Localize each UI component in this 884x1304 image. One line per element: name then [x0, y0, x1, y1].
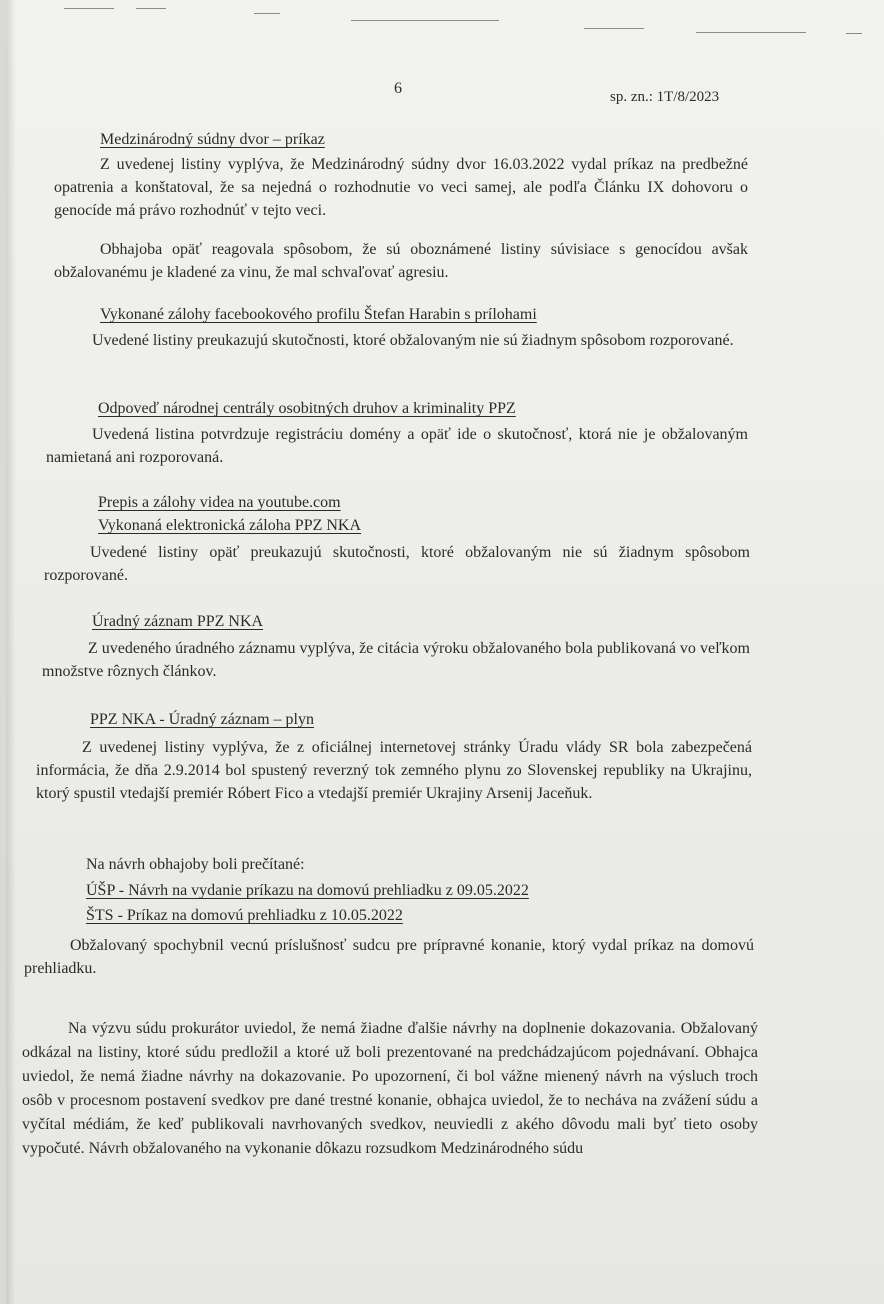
top-rule	[696, 32, 806, 33]
top-rule	[254, 13, 280, 14]
section-heading: Úradný záznam PPZ NKA	[92, 613, 264, 630]
paragraph: Uvedená listina potvrdzuje registráciu domény a opäť ide o skutočnosť, ktorá nie je obžalovaným namietaná ani rozporovaná.	[46, 426, 748, 466]
section-heading: Vykonaná elektronická záloha PPZ NKA	[98, 517, 362, 534]
section-heading: PPZ NKA - Úradný záznam – plyn	[90, 711, 314, 728]
page-number: 6	[394, 80, 402, 97]
document-page	[6, 0, 884, 1304]
top-rule	[584, 28, 644, 29]
top-rule	[64, 8, 114, 9]
section-heading: Medzinárodný súdny dvor – príkaz	[100, 131, 325, 148]
paragraph: Uvedené listiny opäť preukazujú skutočnosti, ktoré obžalovaným nie sú žiadnym spôsobom rozporované.	[44, 544, 750, 584]
paragraph: Z uvedenej listiny vyplýva, že Medzinárodný súdny dvor 16.03.2022 vydal príkaz na predbežné opatrenia a konštatoval, že sa nejedná o rozhodnutie vo veci samej, ale podľa Článku IX dohovoru o genocíde má právo rozhodnúť v tejto veci.	[54, 156, 748, 219]
section-heading: Vykonané zálohy facebookového profilu Štefan Harabin s prílohami	[100, 306, 537, 323]
section-heading: ŠTS - Príkaz na domovú prehliadku z 10.05.2022	[86, 907, 403, 924]
read-documents-intro: Na návrh obhajoby boli prečítané:	[86, 856, 305, 873]
closing-paragraph: Na výzvu súdu prokurátor uviedol, že nemá žiadne ďalšie návrhy na doplnenie dokazovania. Obžalovaný odkázal na listiny, ktoré súdu predložil a ktoré už boli prezentované na predchádzajúcom pojednávaní. Obhajca uviedol, že nemá žiadne návrhy na dokazovanie. Po upozornení, či bol vážne mienený návrh na výsluch troch osôb v procesnom postavení svedkov pre dané trestné konanie, obhajca uviedol, že to necháva na zvážení súdu a vyčítal médiám, že keď publikovali navrhovaných svedkov, neuviedli z akého dôvodu mali byť tieto osoby vypočuté. Návrh obžalovaného na vykonanie dôkazu rozsudkom Medzinárodného súdu	[22, 1020, 758, 1157]
paragraph: Z uvedeného úradného záznamu vyplýva, že citácia výroku obžalovaného bola publikovaná vo veľkom množstve rôznych článkov.	[42, 640, 750, 680]
page-edge-shadow	[6, 0, 16, 1304]
paragraph: Z uvedenej listiny vyplýva, že z oficiálnej internetovej stránky Úradu vlády SR bola zabezpečená informácia, že dňa 2.9.2014 bol spustený reverzný tok zemného plynu zo Slovenskej republiky na Ukrajinu, ktorý spustil vtedajší premiér Róbert Fico a vtedajší premiér Ukrajiny Arsenij Jaceňuk.	[36, 739, 752, 802]
top-rule	[351, 20, 499, 21]
section-heading: Prepis a zálohy videa na youtube.com	[98, 494, 341, 511]
top-rule	[846, 33, 862, 34]
section-heading: Odpoveď národnej centrály osobitných druhov a kriminality PPZ	[98, 400, 516, 417]
case-reference: sp. zn.: 1T/8/2023	[610, 89, 720, 105]
section-heading: ÚŠP - Návrh na vydanie príkazu na domovú prehliadku z 09.05.2022	[86, 882, 529, 899]
paragraph: Obžalovaný spochybnil vecnú príslušnosť sudcu pre prípravné konanie, ktorý vydal príkaz na domovú prehliadku.	[24, 937, 754, 977]
paragraph: Uvedené listiny preukazujú skutočnosti, ktoré obžalovaným nie sú žiadnym spôsobom rozporované.	[92, 332, 734, 349]
paragraph: Obhajoba opäť reagovala spôsobom, že sú oboznámené listiny súvisiace s genocídou avšak obžalovanému je kladené za vinu, že mal schvaľovať agresiu.	[54, 241, 748, 281]
top-rule	[136, 8, 166, 9]
